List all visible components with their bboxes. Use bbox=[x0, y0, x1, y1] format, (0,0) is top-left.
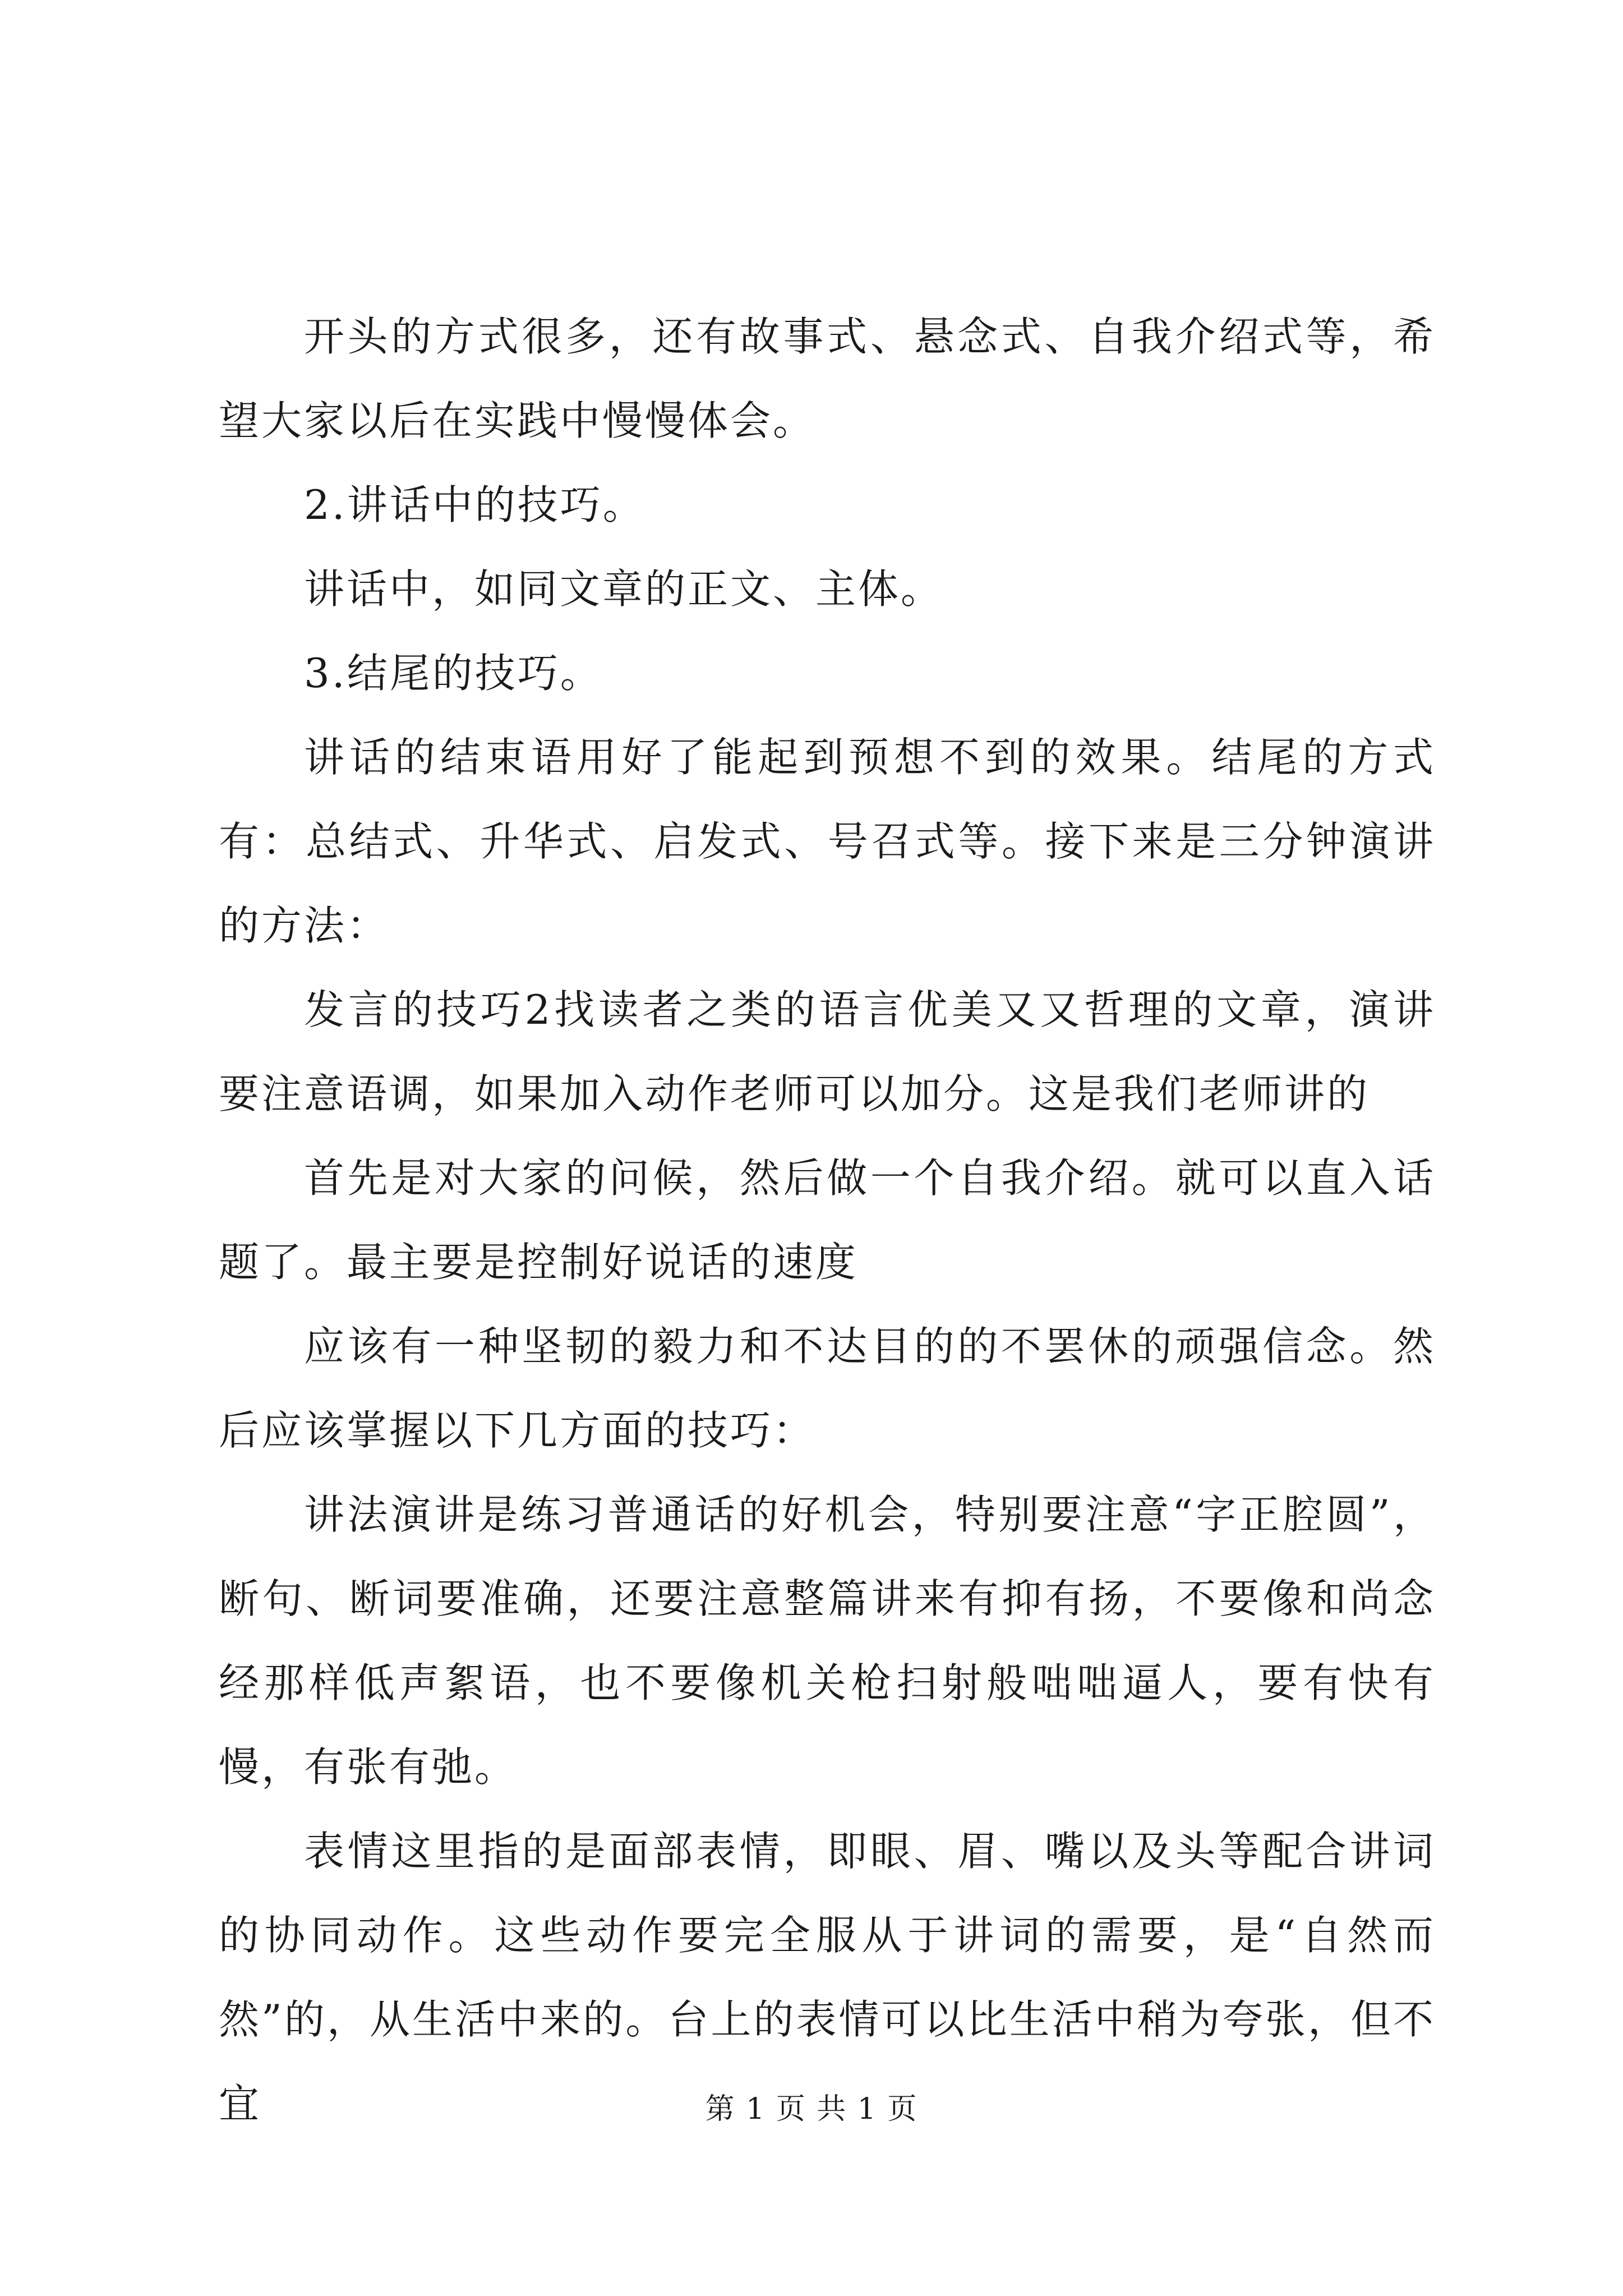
page-footer bbox=[0, 2087, 1623, 2132]
paragraph: 讲法演讲是练习普通话的好机会，特别要注意“字正腔圆”，断句、断词要准确，还要注意整篇讲来有抑有扬，不要像和尚念经那样低声絮语，也不要像机关枪扫射般咄咄逼人，要有快有慢，有张有弛。 bbox=[219, 1491, 1436, 1791]
paragraph: 讲话中，如同文章的正文、主体。 bbox=[304, 565, 944, 613]
paragraph: 3.结尾的技巧。 bbox=[304, 650, 603, 697]
page-number-label: 第 1 页 共 1 页 bbox=[705, 2092, 918, 2126]
paragraph: 应该有一种坚韧的毅力和不达目的的不罢休的顽强信念。然后应该掌握以下几方面的技巧： bbox=[219, 1323, 1436, 1454]
paragraph: 开头的方式很多，还有故事式、悬念式、自我介绍式等，希望大家以后在实践中慢慢体会。 bbox=[219, 313, 1436, 444]
paragraph: 首先是对大家的问候，然后做一个自我介绍。就可以直入话题了。最主要是控制好说话的速度 bbox=[219, 1154, 1436, 1286]
paragraph: 2.讲话中的技巧。 bbox=[304, 481, 645, 528]
paragraph: 表情这里指的是面部表情，即眼、眉、嘴以及头等配合讲词的协同动作。这些动作要完全服从于讲词的需要，是“自然而然”的，从生活中来的。台上的表情可以比生活中稍为夸张，但不宜 bbox=[219, 1828, 1436, 2127]
paragraph: 讲话的结束语用好了能起到预想不到的效果。结尾的方式有：总结式、升华式、启发式、号召式等。接下来是三分钟演讲的方法： bbox=[219, 734, 1436, 949]
document-body bbox=[219, 295, 1436, 2146]
paragraph: 发言的技巧2找读者之类的语言优美又又哲理的文章，演讲要注意语调，如果加入动作老师可以加分。这是我们老师讲的 bbox=[219, 986, 1436, 1117]
